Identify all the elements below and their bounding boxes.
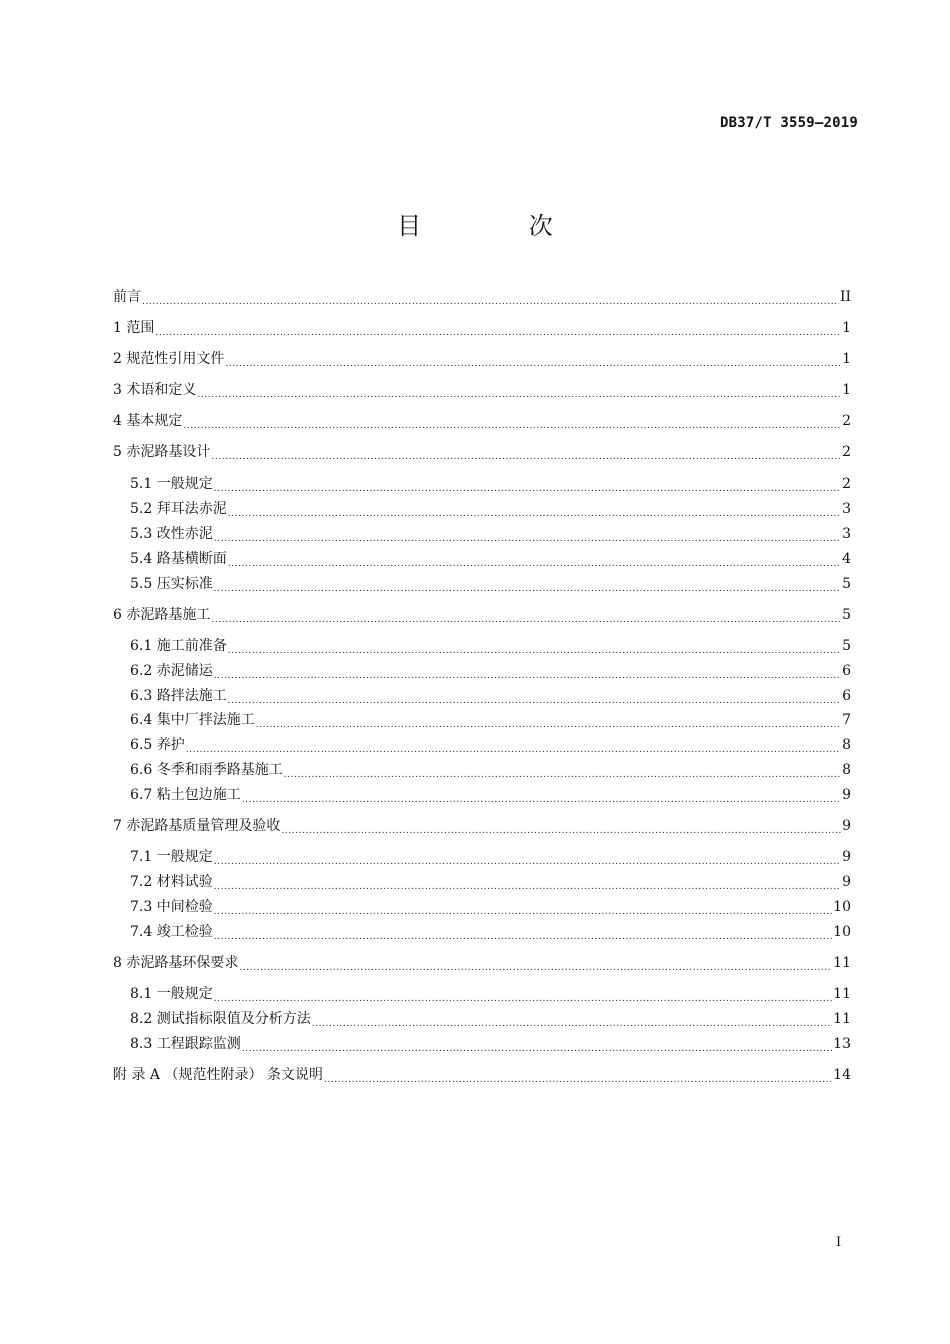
toc-entry[interactable] [130, 921, 851, 943]
toc-leader-dots [312, 1008, 832, 1030]
toc-entry-page: 2 [842, 413, 851, 429]
toc-entry-page: 3 [842, 501, 851, 517]
toc-entry-label: 7.1 一般规定 [130, 849, 213, 865]
toc-entry[interactable] [113, 1064, 851, 1086]
toc-entry[interactable] [130, 635, 851, 657]
page-number: I [836, 1235, 842, 1250]
toc-leader-dots [197, 379, 841, 401]
toc-entry-page: 14 [833, 1067, 851, 1083]
toc-entry-page: 9 [842, 874, 851, 890]
toc-entry[interactable] [130, 548, 851, 570]
toc-leader-dots [228, 635, 841, 657]
toc-leader-dots [186, 734, 841, 756]
toc-entry[interactable] [113, 815, 851, 837]
toc-entry-label: 7.4 竣工检验 [130, 924, 213, 940]
toc-entry-page: 6 [842, 663, 851, 679]
toc-leader-dots [214, 896, 832, 918]
toc-entry-label: 附 录 A （规范性附录） 条文说明 [113, 1067, 323, 1083]
toc-entry[interactable] [113, 441, 851, 463]
toc-leader-dots [214, 660, 841, 682]
toc-leader-dots [214, 983, 832, 1005]
toc-entry-label: 2 规范性引用文件 [113, 351, 225, 367]
toc-entry[interactable] [130, 784, 851, 806]
toc-entry-page: 11 [833, 1011, 851, 1027]
toc-entry-page: 3 [842, 526, 851, 542]
toc-entry-page: 11 [833, 986, 851, 1002]
toc-leader-dots [228, 548, 841, 570]
toc-entry[interactable] [130, 573, 851, 595]
toc-leader-dots [281, 815, 841, 837]
toc-leader-dots [225, 348, 841, 370]
toc-entry-page: 2 [842, 476, 851, 492]
toc-leader-dots [211, 441, 841, 463]
toc-leader-dots [211, 604, 841, 626]
toc-entry[interactable] [130, 846, 851, 868]
toc-leader-dots [214, 473, 841, 495]
toc-entry-label: 7 赤泥路基质量管理及验收 [113, 818, 281, 834]
toc-entry-label: 6.5 养护 [130, 737, 185, 753]
toc-entry-label: 8.1 一般规定 [130, 986, 213, 1002]
toc-leader-dots [239, 952, 832, 974]
toc-entry-page: 11 [833, 955, 851, 971]
toc-entry-label: 前言 [113, 289, 141, 305]
toc-entry-label: 6.1 施工前准备 [130, 638, 227, 654]
toc-entry[interactable] [130, 660, 851, 682]
toc-entry-label: 8.2 测试指标限值及分析方法 [130, 1011, 311, 1027]
toc-entry-label: 5.3 改性赤泥 [130, 526, 213, 542]
toc-entry-page: 1 [842, 382, 851, 398]
toc-entry-page: 9 [842, 849, 851, 865]
toc-entry-page: 2 [842, 444, 851, 460]
toc-entry-label: 5.1 一般规定 [130, 476, 213, 492]
toc-entry[interactable] [113, 286, 851, 308]
toc-entry-label: 5.4 路基横断面 [130, 551, 227, 567]
toc-entry-label: 8.3 工程跟踪监测 [130, 1036, 241, 1052]
toc-entry-page: 5 [842, 576, 851, 592]
toc-entry-page: 5 [842, 607, 851, 623]
toc-entry-label: 6.6 冬季和雨季路基施工 [130, 762, 283, 778]
toc-leader-dots [142, 286, 839, 308]
toc-entry[interactable] [130, 896, 851, 918]
toc-entry[interactable] [130, 523, 851, 545]
toc-entry[interactable] [113, 604, 851, 626]
toc-entry[interactable] [130, 734, 851, 756]
toc-leader-dots [183, 410, 841, 432]
toc-entry-label: 7.2 材料试验 [130, 874, 213, 890]
toc-entry-page: 13 [833, 1036, 851, 1052]
toc-entry[interactable] [130, 498, 851, 520]
toc-leader-dots [284, 759, 841, 781]
toc-entry-label: 6 赤泥路基施工 [113, 607, 211, 623]
toc-entry[interactable] [130, 473, 851, 495]
toc-leader-dots [214, 523, 841, 545]
toc-entry[interactable] [113, 379, 851, 401]
toc-leader-dots [256, 709, 841, 731]
toc-leader-dots [324, 1064, 832, 1086]
toc-entry-page: 1 [842, 351, 851, 367]
toc-entry-label: 6.2 赤泥储运 [130, 663, 213, 679]
toc-leader-dots [155, 317, 841, 339]
toc-entry-label: 4 基本规定 [113, 413, 183, 429]
toc-entry-page: 10 [833, 924, 851, 940]
toc-entry[interactable] [113, 317, 851, 339]
toc-entry[interactable] [113, 952, 851, 974]
toc-entry[interactable] [113, 410, 851, 432]
toc-entry-label: 3 术语和定义 [113, 382, 197, 398]
toc-leader-dots [242, 1033, 832, 1055]
toc-entry-page: II [839, 289, 851, 305]
toc-entry-label: 1 范围 [113, 320, 155, 336]
toc-entry[interactable] [130, 709, 851, 731]
toc-entry-page: 4 [842, 551, 851, 567]
toc-entry-label: 8 赤泥路基环保要求 [113, 955, 239, 971]
toc-entry-page: 8 [842, 737, 851, 753]
page-title: 目 次 [397, 212, 603, 240]
toc-entry-label: 5.2 拜耳法赤泥 [130, 501, 227, 517]
toc-entry-page: 5 [842, 638, 851, 654]
toc-entry-page: 7 [842, 712, 851, 728]
toc-entry-label: 5.5 压实标准 [130, 576, 213, 592]
toc-entry[interactable] [130, 1033, 851, 1055]
toc-leader-dots [214, 846, 841, 868]
toc-entry[interactable] [130, 871, 851, 893]
toc-entry[interactable] [130, 685, 851, 707]
toc-entry-page: 8 [842, 762, 851, 778]
toc-leader-dots [214, 921, 832, 943]
toc-leader-dots [242, 784, 841, 806]
toc-leader-dots [214, 871, 841, 893]
toc-entry[interactable] [130, 983, 851, 1005]
toc-entry-page: 9 [842, 818, 851, 834]
toc-entry-label: 6.3 路拌法施工 [130, 688, 227, 704]
toc-leader-dots [214, 573, 841, 595]
toc-entry[interactable] [130, 1008, 851, 1030]
toc-entry-page: 10 [833, 899, 851, 915]
toc-entry-page: 6 [842, 688, 851, 704]
toc-entry-label: 7.3 中间检验 [130, 899, 213, 915]
toc-entry-label: 6.4 集中厂拌法施工 [130, 712, 255, 728]
toc-entry-label: 6.7 粘土包边施工 [130, 787, 241, 803]
toc-entry[interactable] [130, 759, 851, 781]
document-code: DB37/T 3559—2019 [719, 115, 858, 131]
toc-entry-page: 9 [842, 787, 851, 803]
toc-leader-dots [228, 498, 841, 520]
toc-entry-page: 1 [842, 320, 851, 336]
toc-leader-dots [228, 685, 841, 707]
toc-entry[interactable] [113, 348, 851, 370]
toc-entry-label: 5 赤泥路基设计 [113, 444, 211, 460]
